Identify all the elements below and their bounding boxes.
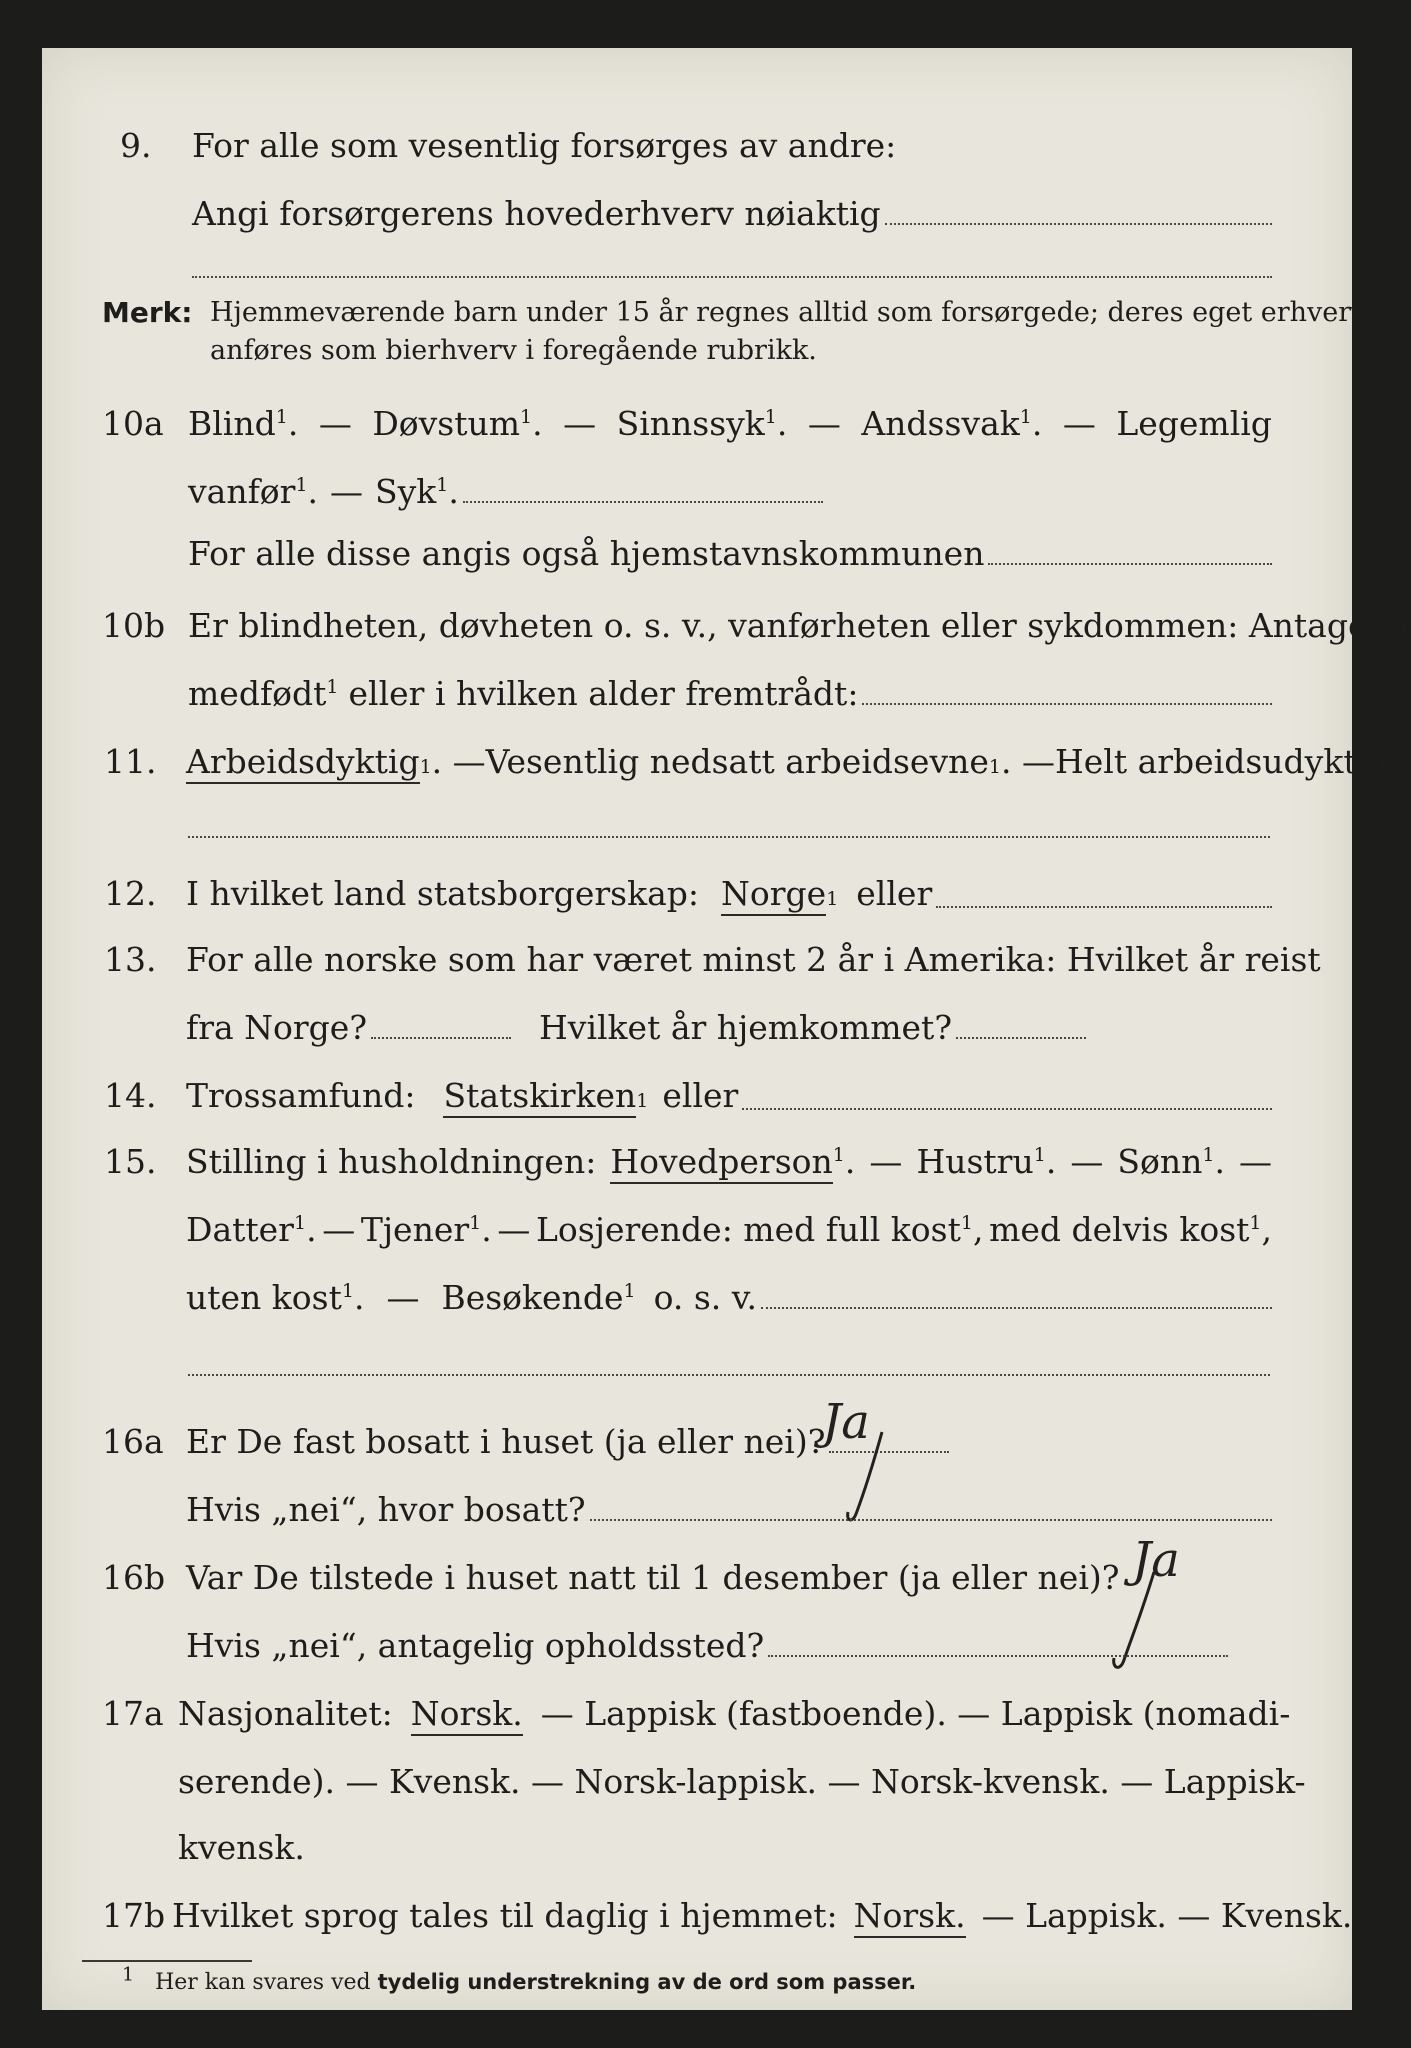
question-16b-line-2: Hvis „nei“, antagelig opholdssted? <box>186 1626 1228 1665</box>
option-losjerende: Losjerende: med full kost$^1$, <box>536 1210 984 1249</box>
question-9-line-1: For alle som vesentlig forsørges av andre: <box>192 126 897 165</box>
question-10b-line-2: medfødt$^1$ eller i hvilken alder fremtrådt: <box>188 674 1272 713</box>
question-11-line-1: Arbeidsdyktig 1 . — Vesentlig nedsatt arbeidsevne 1 . — Helt arbeidsudyktig 1 . <box>186 742 1411 784</box>
answer-line <box>988 563 1272 565</box>
note-line-2: anføres som bierhverv i foregående rubrikk. <box>210 335 817 366</box>
question-9-prompt: Angi forsørgerens hovederhverv nøiaktig <box>192 194 881 233</box>
option-uten-kost: uten kost$^1$. <box>186 1278 365 1317</box>
question-16a-line-1: Er De fast bosatt i huset (ja eller nei)? <box>186 1422 949 1461</box>
question-17a-line-1: Nasjonalitet: Norsk. — Lappisk (fastboende). — Lappisk (nomadi- <box>178 1694 1290 1736</box>
option-datter: Datter$^1$. <box>186 1210 317 1249</box>
footnote: 1 Her kan svares ved tydelig understrekning av de ord som passer. <box>122 1963 917 1995</box>
option-andssvak: Andssvak$^1$. <box>861 404 1043 443</box>
answer-line <box>956 1037 1086 1039</box>
question-17b-number: 17b <box>102 1896 166 1935</box>
option-nedsatt: Vesentlig nedsatt arbeidsevne <box>485 742 989 781</box>
question-10b-line-1: Er blindheten, døvheten o. s. v., vanførheten eller sykdommen: Antagelig <box>188 606 1410 645</box>
option-tjener: Tjener$^1$. <box>360 1210 492 1249</box>
question-10b-number: 10b <box>102 606 166 645</box>
answer-line <box>761 1307 1272 1309</box>
question-17b-line: Hvilket sprog tales til daglig i hjemmet: Norsk. — Lappisk. — Kvensk. <box>172 1896 1352 1938</box>
option-vanfor: vanfør$^1$. <box>188 472 319 511</box>
option-dovstum: Døvstum$^1$. <box>372 404 543 443</box>
answer-line <box>188 1374 1270 1376</box>
question-15-line-1: Stilling i husholdningen: Hovedperson$^1$. — Hustru$^1$. — Sønn$^1$. — <box>186 1142 1272 1181</box>
question-17a-line-2: serende). — Kvensk. — Norsk-lappisk. — Norsk-kvensk. — Lappisk- <box>178 1762 1306 1801</box>
question-10a-line-2: vanfør$^1$. — Syk$^1$. <box>188 472 823 511</box>
answer-line <box>936 906 1272 908</box>
question-10a-line-3 <box>188 534 1272 573</box>
option-blind: Blind$^1$. <box>188 404 299 443</box>
note-label: Merk: <box>102 296 193 329</box>
answer-line <box>371 1037 511 1039</box>
question-14-line: Trossamfund: Statskirken 1 eller <box>186 1076 1272 1118</box>
option-sinnssyk: Sinnssyk$^1$. <box>616 404 788 443</box>
question-16a-number: 16a <box>102 1422 164 1461</box>
option-norge: Norge <box>721 874 826 916</box>
question-12-line: I hvilket land statsborgerskap: Norge 1 eller <box>186 874 1272 916</box>
option-sonn: Sønn$^1$. <box>1117 1142 1225 1181</box>
question-10a-line-1: Blind$^1$. — Døvstum$^1$. — Sinnssyk$^1$. — Andssvak$^1$. — Legemlig <box>188 404 1272 443</box>
question-12-number: 12. <box>104 874 157 913</box>
question-13-line-1: For alle norske som har været minst 2 år i Amerika: Hvilket år reist <box>186 940 1321 979</box>
option-hovedperson: Hovedperson <box>610 1142 832 1184</box>
answer-line <box>188 836 1270 838</box>
option-udyktig: Helt arbeidsudyktig <box>1054 742 1389 781</box>
question-10a-number: 10a <box>102 404 164 443</box>
question-15-line-2: Datter$^1$. — Tjener$^1$. — Losjerende: med full kost$^1$, med delvis kost$^1$, <box>186 1210 1272 1249</box>
option-norsk: Norsk. <box>411 1694 523 1736</box>
question-10a-prompt: For alle disse angis også hjemstavnskommunen <box>188 534 985 573</box>
option-besokende: Besøkende$^1$ <box>441 1278 636 1317</box>
question-16b-line-1: Var De tilstede i huset natt til 1 desember (ja eller nei)? <box>186 1558 1120 1597</box>
note-line-1: Hjemmeværende barn under 15 år regnes alltid som forsørgede; deres eget erhverv <box>210 297 1367 328</box>
census-form-page <box>42 48 1411 2010</box>
option-medfodt: medfødt$^1$ <box>188 674 339 713</box>
answer-line <box>768 1655 1228 1657</box>
question-16b-number: 16b <box>102 1558 166 1597</box>
handwritten-answer-16b: Ja <box>1132 1532 1180 1588</box>
question-14-number: 14. <box>104 1076 157 1115</box>
option-legemlig: Legemlig <box>1116 404 1272 443</box>
option-delvis: med delvis kost$^1$, <box>989 1210 1272 1249</box>
answer-line <box>463 501 823 503</box>
option-statskirken: Statskirken <box>443 1076 636 1118</box>
handwritten-answer-16a: Ja <box>822 1394 870 1450</box>
answer-line <box>192 276 1272 278</box>
question-9-line-2 <box>192 194 1272 233</box>
option-norsk-sprog: Norsk. <box>854 1896 966 1938</box>
option-syk: Syk$^1$. <box>375 472 459 511</box>
question-17a-line-3: kvensk. <box>178 1828 305 1867</box>
question-17a-number: 17a <box>102 1694 164 1733</box>
question-15-number: 15. <box>104 1142 157 1181</box>
answer-line <box>885 223 1272 225</box>
footnote-rule <box>82 1960 252 1962</box>
option-hustru: Hustru$^1$. <box>916 1142 1057 1181</box>
option-arbeidsdyktig: Arbeidsdyktig <box>186 742 420 784</box>
question-15-line-3: uten kost$^1$. — Besøkende$^1$ o. s. v. <box>186 1278 1272 1317</box>
answer-line <box>590 1519 1272 1521</box>
question-11-number: 11. <box>104 742 157 781</box>
question-13-line-2: fra Norge? Hvilket år hjemkommet? <box>186 1008 1086 1047</box>
question-9-number: 9. <box>120 126 152 165</box>
question-13-number: 13. <box>104 940 157 979</box>
answer-line <box>742 1108 1272 1110</box>
answer-line <box>862 703 1272 705</box>
question-16a-line-2: Hvis „nei“, hvor bosatt? <box>186 1490 1272 1529</box>
